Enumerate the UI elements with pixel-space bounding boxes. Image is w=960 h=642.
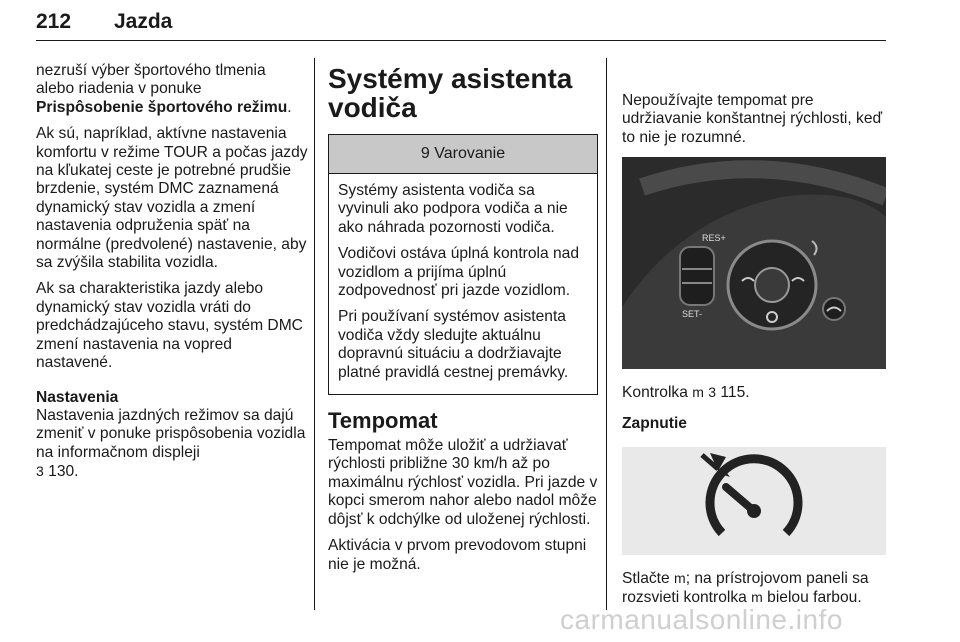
menu-reference: Prispôsobenie športového režimu (36, 98, 288, 116)
section-title: Systémy asistenta vodiča (328, 63, 573, 123)
column-middle (328, 64, 598, 582)
section-heading: Zapnutie (622, 414, 687, 432)
paragraph: Nepoužívajte tempomat pre udržiavanie konštantnej rýchlosti, keď to nie je rozumné. (622, 92, 883, 146)
cruise-control-button-image (622, 447, 886, 555)
paragraph: Tempomat môže uložiť a udržiavať rýchlosti približne 30 km/h až po maximálnu rýchlosť vozidla. Pri jazde v kopci smerom nahor alebo nadol môže dôjsť k odchýlke od uloženej rýchlosti. (328, 437, 598, 528)
chapter-title: Jazda (114, 10, 173, 33)
page-number: 212 (36, 10, 72, 33)
set-label: SET- (682, 309, 703, 320)
paragraph: Stlačte m; na prístrojovom paneli sa rozsvieti kontrolka m bielou farbou. (622, 570, 869, 607)
warning-paragraph: Vodičovi ostáva úplná kontrola nad vozidlom a prijíma úplnú zodpovednosť pri jazde vozidlom. (338, 245, 580, 300)
page-header (36, 6, 886, 41)
page-reference[interactable]: 115. (720, 384, 750, 402)
warning-box (328, 134, 598, 395)
page-reference[interactable]: 130. (48, 463, 79, 481)
column-left (36, 62, 308, 490)
warning-body (329, 174, 597, 394)
paragraph: Ak sú, napríklad, aktívne nastavenia komfortu v režime TOUR a počas jazdy na kľukatej ceste je potrebné prudšie brzdenie, systém DMC zaznamená dynamický stav vozidla a zmení nastavenia odpruženia späť na normálne (predvolené) nastavenie, aby sa zvýšila stabilita vozidla. (36, 125, 308, 272)
steering-wheel-controls-image (622, 157, 886, 369)
warning-paragraph: Systémy asistenta vodiča sa vyvinuli ako podpora vodiča a nie ako náhrada pozornosti vodiča. (338, 182, 568, 236)
section-heading: Nastavenia (36, 388, 119, 406)
res-label: RES+ (702, 233, 726, 244)
paragraph: Nastavenia jazdných režimov sa dajú zmeniť v ponuke prispôsobenia vozidla na informačnom displeji 3 130. (36, 406, 306, 481)
paragraph: Ak sa charakteristika jazdy alebo dynamický stav vozidla vráti do predchádzajúceho stavu, systém DMC zmení nastavenia na vopred nastavené. (36, 280, 303, 372)
paragraph: Kontrolka m 3 115. (622, 384, 750, 402)
paragraph: nezruší výber športového tlmenia alebo riadenia v ponuke Prispôsobenie športového režimu. (36, 62, 292, 116)
subsection-title: Tempomat (328, 408, 438, 434)
page-reference-icon: 3 (708, 384, 717, 401)
warning-label: Varovanie (434, 145, 506, 162)
column-divider (314, 58, 315, 610)
warning-paragraph: Pri používaní systémov asistenta vodiča vždy sledujte aktuálnu dopravnú situáciu a dodržiavajte platné pravidlá cestnej premávky. (338, 308, 569, 381)
paragraph: Aktivácia v prvom prevodovom stupni nie je možná. (328, 537, 587, 573)
page-reference-icon: 3 (36, 463, 44, 480)
cruise-control-indicator-icon: m (674, 570, 686, 587)
cruise-control-indicator-icon: m (692, 384, 704, 401)
column-right (622, 92, 890, 616)
warning-icon: 9 (420, 145, 430, 162)
column-divider (606, 58, 607, 610)
cruise-control-indicator-icon: m (751, 589, 763, 606)
watermark: carmanualsonline.info (560, 604, 843, 635)
warning-header (329, 135, 597, 174)
